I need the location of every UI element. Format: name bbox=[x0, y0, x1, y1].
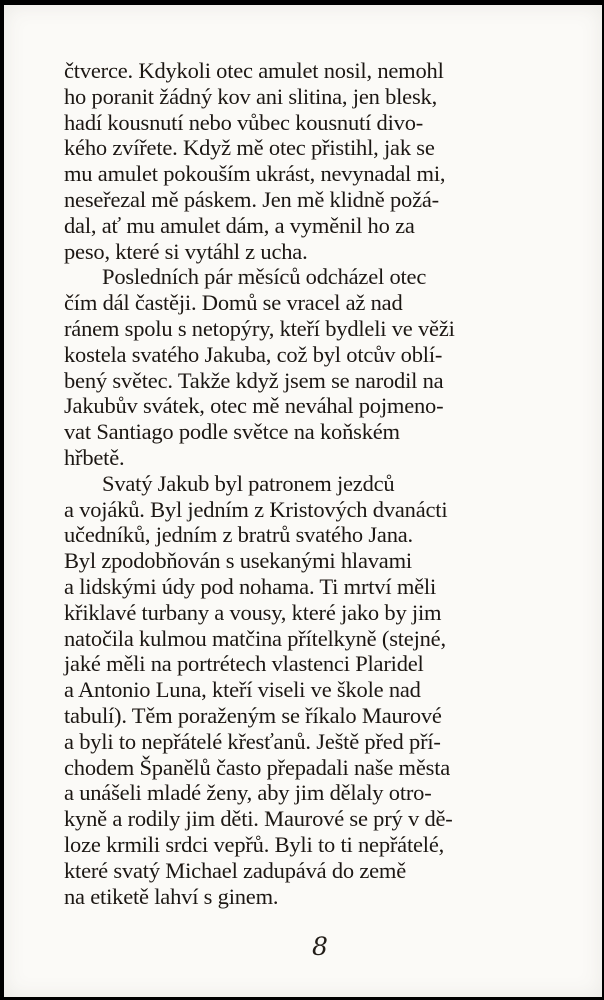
text-line: dal, ať mu amulet dám, a vyměnil ho za bbox=[64, 212, 415, 238]
text-line: loze krmili srdci vepřů. Byli to ti nepřátelé, bbox=[64, 831, 445, 857]
text-line: a unášeli mladé ženy, aby jim dělaly otro- bbox=[64, 780, 432, 806]
text-line: Byl zpodobňován s usekanými hlavami bbox=[64, 548, 412, 574]
text-line: čím dál častěji. Domů se vracel až nad bbox=[64, 290, 403, 316]
book-page bbox=[4, 5, 602, 997]
text-line: Jakubův svátek, otec mě neváhal pojmeno- bbox=[64, 393, 444, 419]
text-line: Posledních pár měsíců odcházel otec bbox=[102, 264, 427, 290]
text-line: jaké měli na portrétech vlastenci Plaridel bbox=[64, 651, 424, 677]
text-line: kostela svatého Jakuba, což byl otcův oblí- bbox=[64, 341, 443, 367]
text-line: které svatý Michael zadupává do země bbox=[64, 857, 407, 883]
text-line: tabulí). Těm poraženým se říkalo Maurové bbox=[64, 702, 442, 728]
text-line: hřbetě. bbox=[64, 444, 125, 470]
text-line: kého zvířete. Když mě otec přistihl, jak se bbox=[64, 135, 435, 161]
text-line: vat Santiago podle světce na koňském bbox=[64, 419, 400, 445]
text-line: mu amulet pokouším ukrást, nevynadal mi, bbox=[64, 161, 446, 187]
text-line: učedníků, jedním z bratrů svatého Jana. bbox=[64, 522, 413, 548]
text-line: na etiketě lahví s ginem. bbox=[64, 883, 279, 909]
text-line: čtverce. Kdykoli otec amulet nosil, nemohl bbox=[64, 58, 444, 83]
text-line: neseřezal mě páskem. Jen mě klidně požá- bbox=[64, 186, 439, 212]
text-line: křiklavé turbany a vousy, které jako by jim bbox=[64, 599, 442, 625]
text-line: ránem spolu s netopýry, kteří bydleli ve věži bbox=[64, 315, 455, 341]
text-line: Svatý Jakub byl patronem jezdců bbox=[102, 470, 395, 496]
text-line: kyně a rodily jim děti. Maurové se prý v dě- bbox=[64, 806, 453, 832]
text-line: hadí kousnutí nebo vůbec kousnutí divo- bbox=[64, 109, 424, 135]
page-text bbox=[64, 58, 554, 909]
text-line: a vojáků. Byl jedním z Kristových dvanácti bbox=[64, 496, 448, 522]
text-line: ho poranit žádný kov ani slitina, jen blesk, bbox=[64, 83, 437, 109]
text-line: natočila kulmou matčina přítelkyně (stejné, bbox=[64, 625, 446, 651]
text-line: a byli to nepřátelé křesťanů. Ještě před pří- bbox=[64, 728, 441, 754]
text-line: chodem Španělů často přepadali naše města bbox=[64, 754, 451, 780]
text-line: bený světec. Takže když jsem se narodil na bbox=[64, 367, 444, 393]
page-number: 8 bbox=[312, 932, 328, 961]
text-line: a lidskými údy pod nohama. Ti mrtví měli bbox=[64, 573, 437, 599]
text-line: peso, které si vytáhl z ucha. bbox=[64, 238, 308, 264]
text-line: a Antonio Luna, kteří viseli ve škole nad bbox=[64, 677, 421, 703]
